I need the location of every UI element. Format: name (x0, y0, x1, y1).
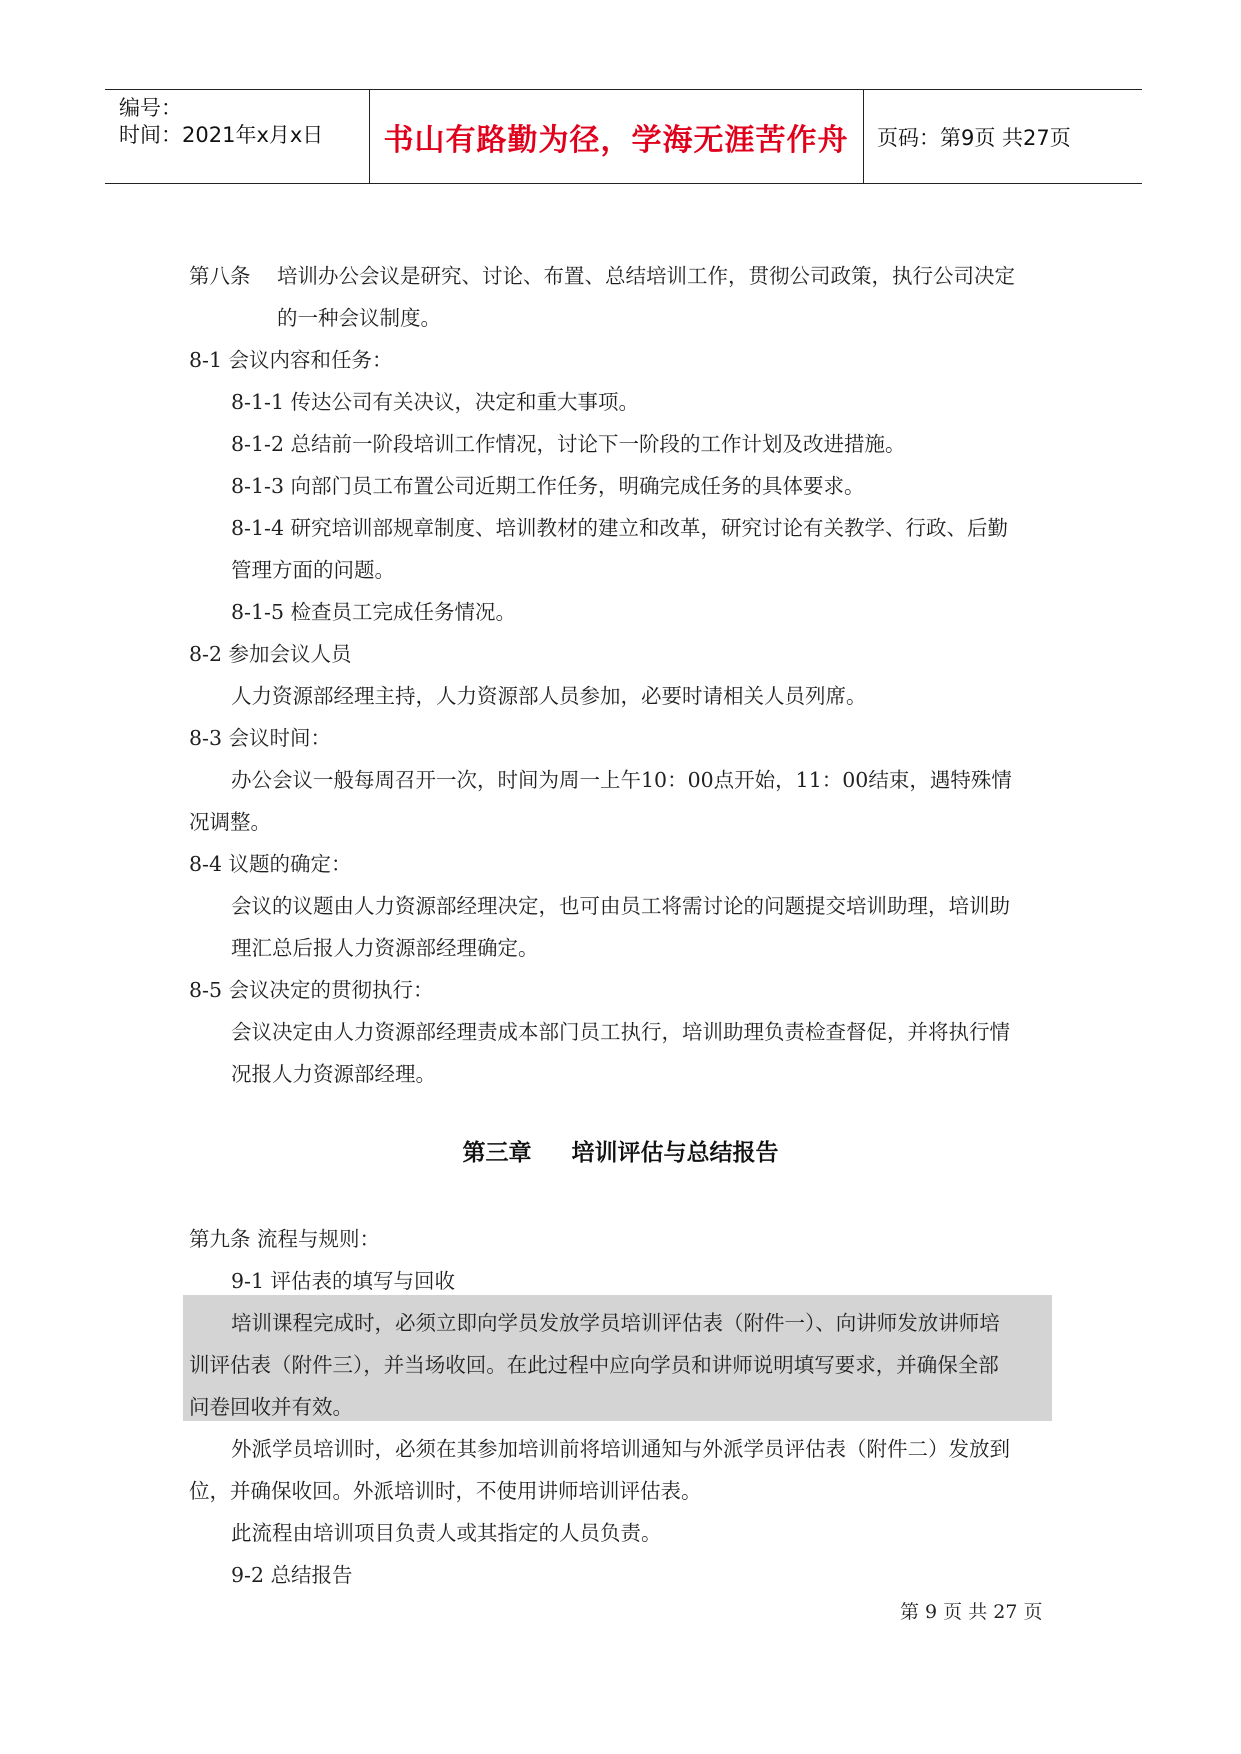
section-9-1-hl-line1: 培训课程完成时，必须立即向学员发放学员培训评估表（附件一）、向讲师发放讲师培 (231, 1311, 1000, 1335)
doc-number-label: 编号： (119, 96, 182, 120)
section-8-4-line1: 会议的议题由人力资源部经理决定，也可由员工将需讨论的问题提交培训助理，培训助 (231, 894, 1010, 918)
header-left-cell (105, 90, 370, 183)
section-9-1-p3: 此流程由培训项目负责人或其指定的人员负责。 (231, 1521, 662, 1545)
article8-text-line1: 培训办公会议是研究、讨论、布置、总结培训工作，贯彻公司政策，执行公司决定 (277, 264, 1015, 288)
chapter-title: 培训评估与总结报告 (571, 1140, 779, 1166)
section-9-1-p2-line2: 位，并确保收回。外派培训时，不使用讲师培训评估表。 (189, 1479, 702, 1503)
item-8-1-2: 8-1-2 总结前一阶段培训工作情况，讨论下一阶段的工作计划及改进措施。 (231, 432, 906, 456)
article9-heading: 第九条 流程与规则： (189, 1227, 381, 1251)
chapter-heading (0, 1134, 1241, 1167)
page-header (105, 89, 1142, 184)
section-9-1-hl-line2: 训评估表（附件三），并当场收回。在此过程中应向学员和讲师说明填写要求，并确保全部 (189, 1353, 999, 1377)
section-8-4-heading: 8-4 议题的确定： (189, 852, 352, 876)
article8-title: 第八条 (189, 264, 251, 288)
item-8-1-1: 8-1-1 传达公司有关决议，决定和重大事项。 (231, 390, 639, 414)
article8-text-line2: 的一种会议制度。 (277, 306, 441, 330)
item-8-1-5: 8-1-5 检查员工完成任务情况。 (231, 600, 516, 624)
section-9-2-heading: 9-2 总结报告 (231, 1563, 353, 1587)
section-8-3-line2: 况调整。 (189, 810, 271, 834)
chapter-number: 第三章 (462, 1140, 532, 1166)
item-8-1-4: 8-1-4 研究培训部规章制度、培训教材的建立和改革，研究讨论有关教学、行政、后勤 (231, 516, 1008, 540)
section-8-5-line1: 会议决定由人力资源部经理责成本部门员工执行，培训助理负责检查督促，并将执行情 (231, 1020, 1010, 1044)
section-8-3-heading: 8-3 会议时间： (189, 726, 332, 750)
header-center-cell (369, 90, 864, 183)
item-8-1-4-cont: 管理方面的问题。 (231, 558, 395, 582)
doc-time-label: 时间：2021年x月x日 (119, 123, 324, 147)
section-8-3-line1: 办公会议一般每周召开一次，时间为周一上午10：00点开始，11：00结束，遇特殊情 (231, 768, 1012, 792)
section-9-1-hl-line3: 问卷回收并有效。 (189, 1395, 353, 1419)
header-motto: 书山有路勤为径，学海无涯苦作舟 (383, 122, 849, 158)
section-9-1-heading: 9-1 评估表的填写与回收 (231, 1269, 456, 1293)
section-8-1-heading: 8-1 会议内容和任务： (189, 348, 393, 372)
section-8-2-text: 人力资源部经理主持，人力资源部人员参加，必要时请相关人员列席。 (231, 684, 867, 708)
section-8-2-heading: 8-2 参加会议人员 (189, 642, 352, 666)
header-right-cell (863, 90, 1142, 183)
section-8-5-heading: 8-5 会议决定的贯彻执行： (189, 978, 434, 1002)
article8-line1 (189, 262, 1015, 290)
header-page-code: 页码：第9页 共27页 (877, 125, 1071, 150)
item-8-1-3: 8-1-3 向部门员工布置公司近期工作任务，明确完成任务的具体要求。 (231, 474, 865, 498)
section-8-5-line2: 况报人力资源部经理。 (231, 1062, 436, 1086)
page-footer: 第 9 页 共 27 页 (900, 1601, 1043, 1623)
section-8-4-line2: 理汇总后报人力资源部经理确定。 (231, 936, 539, 960)
section-9-1-p2-line1: 外派学员培训时，必须在其参加培训前将培训通知与外派学员评估表（附件二）发放到 (231, 1437, 1010, 1461)
